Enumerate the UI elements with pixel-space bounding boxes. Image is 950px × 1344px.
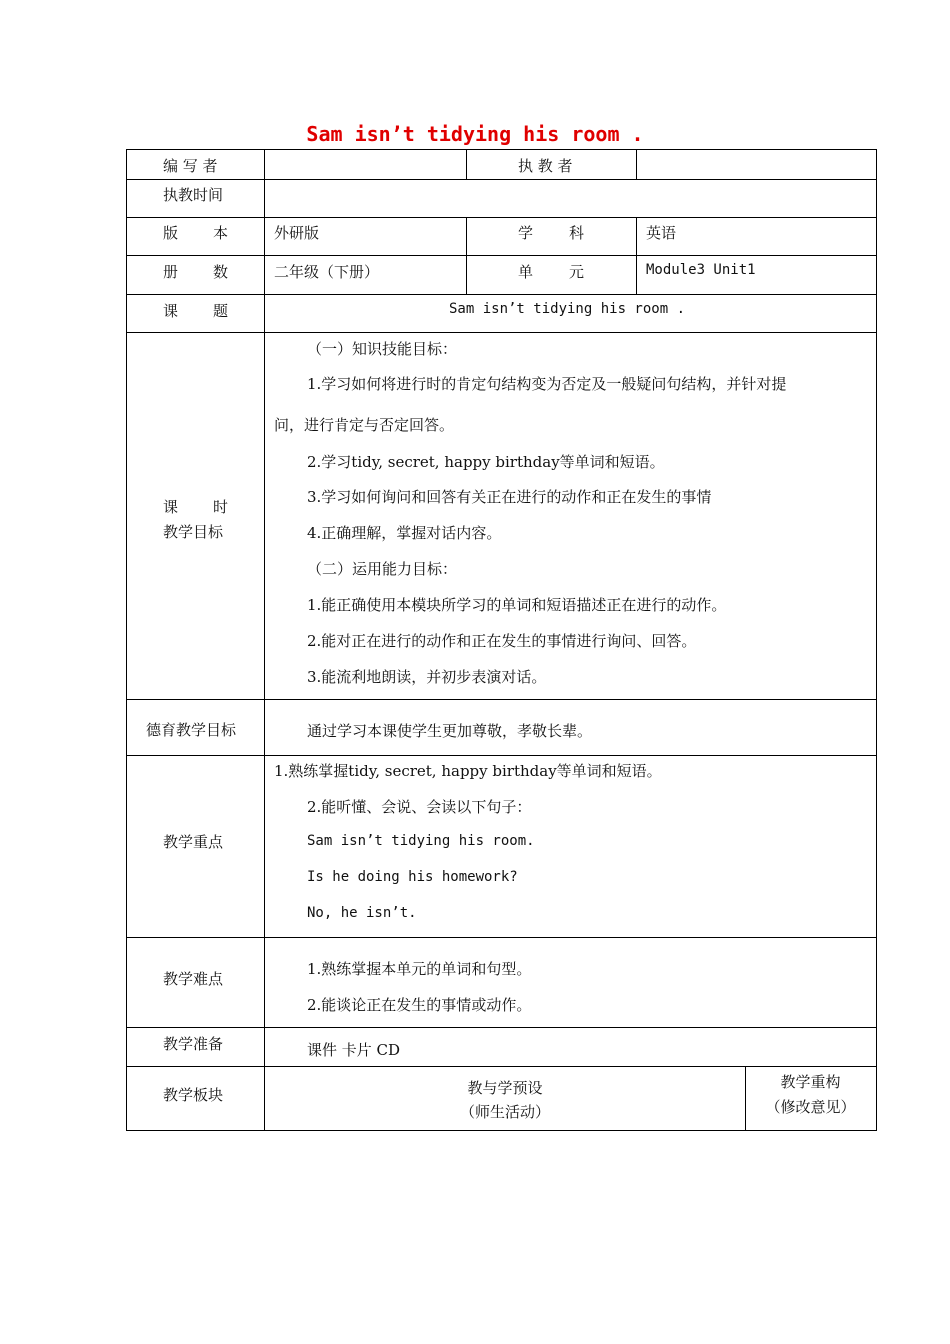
objectives-line: （二）运用能力目标：: [307, 560, 458, 578]
objectives-label-part2: 教学目标: [163, 523, 224, 541]
objectives-line: 3.能流利地朗读，并初步表演对话。: [307, 668, 547, 686]
subject-value: 英语: [646, 224, 677, 242]
objectives-line: 2.学习tidy, secret, happy birthday等单词和短语。: [307, 453, 665, 471]
subject-label-part2: 科: [569, 224, 585, 242]
preparation-label: 教学准备: [163, 1035, 224, 1053]
objectives-label-part1b: 时: [213, 498, 229, 516]
difficulties-label: 教学难点: [163, 970, 224, 988]
objectives-line: 1.能正确使用本模块所学习的单词和短语描述正在进行的动作。: [307, 596, 727, 614]
teacher-label: 执 教 者: [518, 157, 573, 175]
difficulties-line: 2.能谈论正在发生的事情或动作。: [307, 996, 532, 1014]
volume-label-part1: 册: [163, 263, 179, 281]
objectives-line: 4.正确理解，掌握对话内容。: [307, 524, 502, 542]
topic-label-part1: 课: [163, 302, 179, 320]
unit-value: Module3 Unit1: [646, 262, 756, 278]
preparation-value: 课件 卡片 CD: [307, 1041, 401, 1059]
blocks-center-line1: 教与学预设: [467, 1079, 543, 1097]
author-label: 编 写 者: [163, 157, 218, 175]
unit-label-part1: 单: [518, 263, 534, 281]
document-title: Sam isn’t tidying his room .: [306, 122, 644, 146]
topic-label-part2: 题: [213, 302, 229, 320]
edition-label-part2: 本: [213, 224, 229, 242]
edition-value: 外研版: [274, 224, 320, 242]
key-points-line: No, he isn’t.: [307, 905, 417, 921]
time-label: 执教时间: [163, 186, 224, 204]
unit-label-part2: 元: [569, 263, 585, 281]
moral-label: 德育教学目标: [146, 721, 237, 739]
subject-label-part1: 学: [518, 224, 534, 242]
key-points-line: Sam isn’t tidying his room.: [307, 833, 535, 849]
moral-value: 通过学习本课使学生更加尊敬，孝敬长辈。: [307, 722, 593, 740]
volume-value: 二年级（下册）: [274, 263, 380, 281]
objectives-label-part1a: 课: [163, 498, 179, 516]
key-points-label: 教学重点: [163, 833, 224, 851]
objectives-line: 1.学习如何将进行时的肯定句结构变为否定及一般疑问句结构，并针对提: [307, 375, 787, 393]
blocks-right-line2: （修改意见）: [765, 1098, 856, 1116]
edition-label-part1: 版: [163, 224, 179, 242]
objectives-line: 2.能对正在进行的动作和正在发生的事情进行询问、回答。: [307, 632, 697, 650]
key-points-line: 2.能听懂、会说、会读以下句子：: [307, 798, 532, 816]
objectives-line: 问，进行肯定与否定回答。: [274, 416, 455, 434]
volume-label-part2: 数: [213, 263, 229, 281]
blocks-center-line2: （师生活动）: [459, 1103, 550, 1121]
key-points-line: Is he doing his homework?: [307, 869, 518, 885]
blocks-right-line1: 教学重构: [780, 1073, 841, 1091]
key-points-line: 1.熟练掌握tidy, secret, happy birthday等单词和短语。: [274, 762, 662, 780]
blocks-label: 教学板块: [163, 1086, 224, 1104]
objectives-line: 3.学习如何询问和回答有关正在进行的动作和正在发生的事情: [307, 488, 712, 506]
difficulties-line: 1.熟练掌握本单元的单词和句型。: [307, 960, 532, 978]
topic-value: Sam isn’t tidying his room .: [449, 301, 686, 317]
objectives-line: （一）知识技能目标：: [307, 340, 458, 358]
